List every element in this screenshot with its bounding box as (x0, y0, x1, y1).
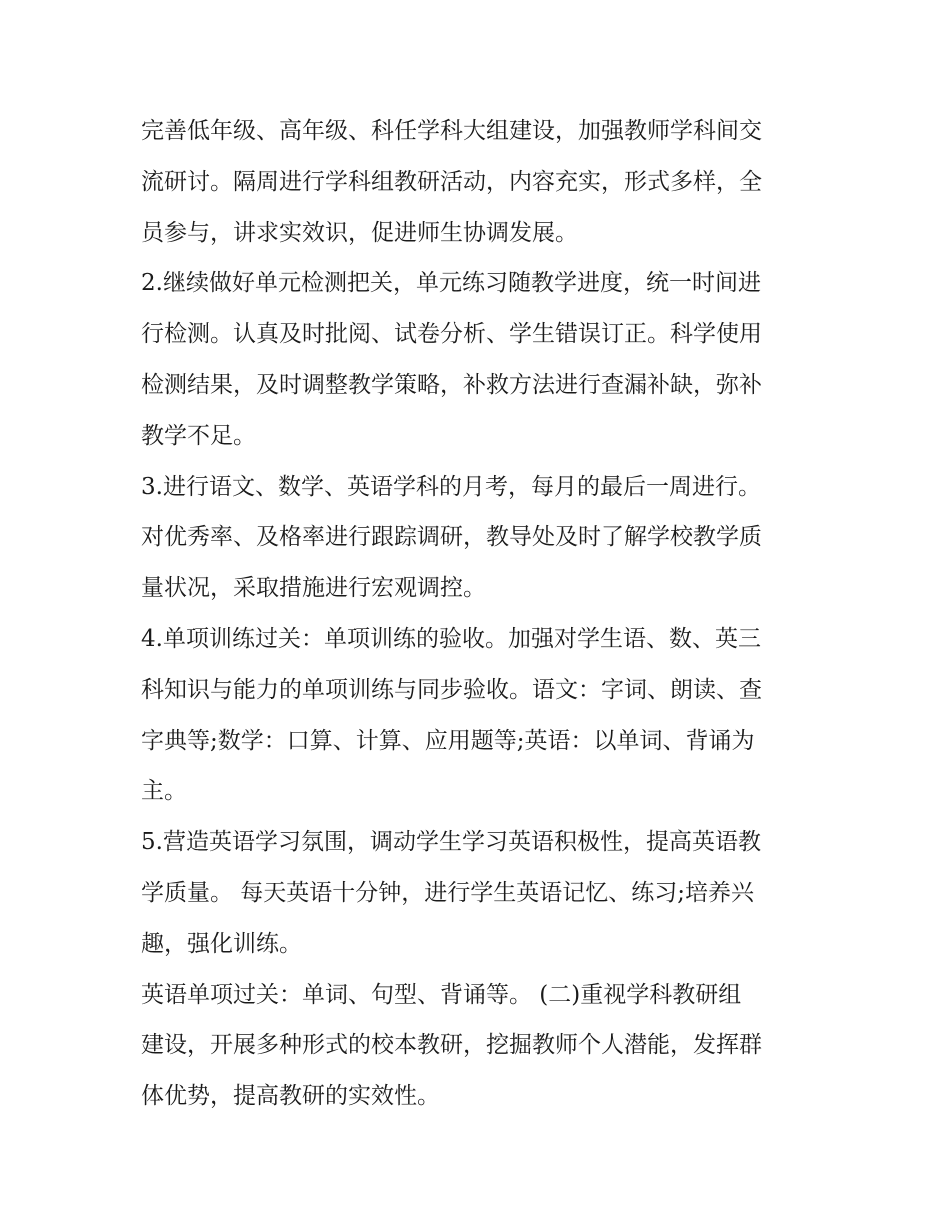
text-line: 趣，强化训练。 (141, 930, 302, 957)
text-line: 学质量。 每天英语十分钟，进行学生英语记忆、练习;培养兴 (141, 879, 755, 906)
text-line: 员参与，讲求实效识，促进师生协调发展。 (141, 219, 578, 246)
text-line: 科知识与能力的单项训练与同步验收。语文：字词、朗读、查 (141, 676, 762, 703)
text-line: 教学不足。 (141, 422, 256, 449)
text-line: 量状况，采取措施进行宏观调控。 (141, 575, 486, 602)
text-line: 2.继续做好单元检测把关，单元练习随教学进度，统一时间进 (141, 270, 761, 297)
text-line: 对优秀率、及格率进行跟踪调研，教导处及时了解学校教学质 (141, 524, 762, 551)
text-line: 建设，开展多种形式的校本教研，挖掘教师个人潜能，发挥群 (141, 1032, 762, 1059)
text-line: 主。 (141, 778, 187, 805)
text-line: 英语单项过关：单词、句型、背诵等。 (二)重视学科教研组 (141, 981, 742, 1008)
text-line: 完善低年级、高年级、科任学科大组建设，加强教师学科间交 (141, 118, 762, 144)
text-line: 行检测。认真及时批阅、试卷分析、学生错误订正。科学使用 (141, 321, 762, 348)
document-body (141, 106, 821, 1122)
text-line: 体优势，提高教研的实效性。 (141, 1083, 440, 1110)
text-line: 字典等;数学：口算、计算、应用题等;英语：以单词、背诵为 (141, 727, 755, 754)
text-line: 流研讨。隔周进行学科组教研活动，内容充实，形式多样，全 (141, 168, 762, 195)
text-line: 4.单项训练过关：单项训练的验收。加强对学生语、数、英三 (141, 625, 761, 652)
text-line: 3.进行语文、数学、英语学科的月考，每月的最后一周进行。 (141, 473, 761, 500)
text-line: 检测结果，及时调整教学策略，补救方法进行查漏补缺，弥补 (141, 371, 762, 398)
text-line: 5.营造英语学习氛围，调动学生学习英语积极性，提高英语教 (141, 829, 761, 856)
